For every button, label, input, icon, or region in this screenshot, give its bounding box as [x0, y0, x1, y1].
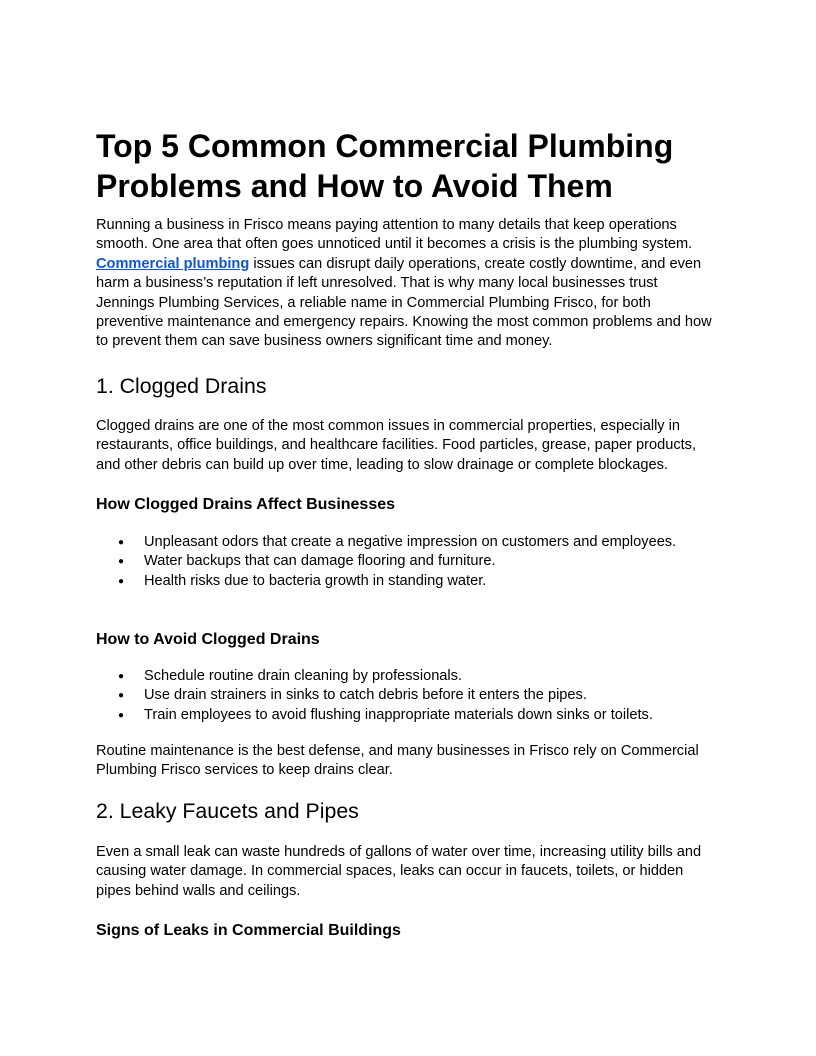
bullet-icon: ●: [118, 556, 125, 568]
commercial-plumbing-link[interactable]: Commercial plumbing: [96, 255, 250, 272]
intro-text-after: issues can disrupt daily operations, create costly downtime, and even harm a business’s reputation if left unresolved. That is why many local businesses trust Jennings Plumbing Services, a reliable name in Commercial Plumbing Frisco, for both preventive maintenance and emergency repairs. Knowing the most common problems and how to prevent them can save business owners significant time and money.: [96, 255, 712, 350]
list-item-text: Unpleasant odors that create a negative impression on customers and employees.: [144, 534, 677, 550]
list-item: [96, 667, 720, 686]
list-item: [96, 533, 720, 552]
section1-heading: 1. Clogged Drains: [96, 374, 267, 398]
list-item-text: Water backups that can damage flooring and furniture.: [144, 553, 496, 570]
document-title: Top 5 Common Commercial Plumbing Problems and How to Avoid Them: [96, 128, 674, 204]
section1-body: Clogged drains are one of the most common issues in commercial properties, especially in restaurants, office buildings, and healthcare facilities. Food particles, grease, paper products, and other debris can build up over time, leading to slow drainage or complete blockages.: [96, 418, 697, 473]
bullet-icon: ●: [118, 709, 125, 721]
list-item: [96, 686, 720, 705]
section2-heading: 2. Leaky Faucets and Pipes: [96, 799, 359, 823]
bullet-icon: ●: [118, 671, 125, 682]
list-item-text: Use drain strainers in sinks to catch debris before it enters the pipes.: [144, 687, 587, 704]
section1-affect-heading: How Clogged Drains Affect Businesses: [96, 496, 396, 513]
bullet-icon: ●: [118, 575, 125, 587]
list-item-text: Schedule routine drain cleaning by professionals.: [144, 668, 463, 684]
list-item: [96, 706, 720, 725]
affect-list: [96, 533, 720, 591]
list-item: [96, 572, 720, 591]
list-item: [96, 552, 720, 571]
intro-text-before: Running a business in Frisco means paying attention to many details that keep operations smooth. One area that often goes unnoticed until it becomes a crisis is the plumbing system.: [96, 217, 693, 253]
list-item-text: Train employees to avoid flushing inappropriate materials down sinks or toilets.: [144, 706, 653, 723]
section1-avoid-heading: How to Avoid Clogged Drains: [96, 631, 320, 648]
section2-body: Even a small leak can waste hundreds of gallons of water over time, increasing utility bills and causing water damage. In commercial spaces, leaks can occur in faucets, toilets, or hidden pipes behind walls and ceilings.: [96, 844, 702, 899]
section2-signs-heading: Signs of Leaks in Commercial Buildings: [96, 922, 401, 939]
list-item-text: Health risks due to bacteria growth in standing water.: [144, 572, 487, 589]
bullet-icon: ●: [118, 537, 125, 548]
intro-paragraph: [96, 216, 720, 352]
bullet-icon: ●: [118, 690, 125, 702]
avoid-list: [96, 667, 720, 725]
section1-closing: Routine maintenance is the best defense, and many businesses in Frisco rely on Commercial Plumbing Frisco services to keep drains clear.: [96, 743, 699, 779]
